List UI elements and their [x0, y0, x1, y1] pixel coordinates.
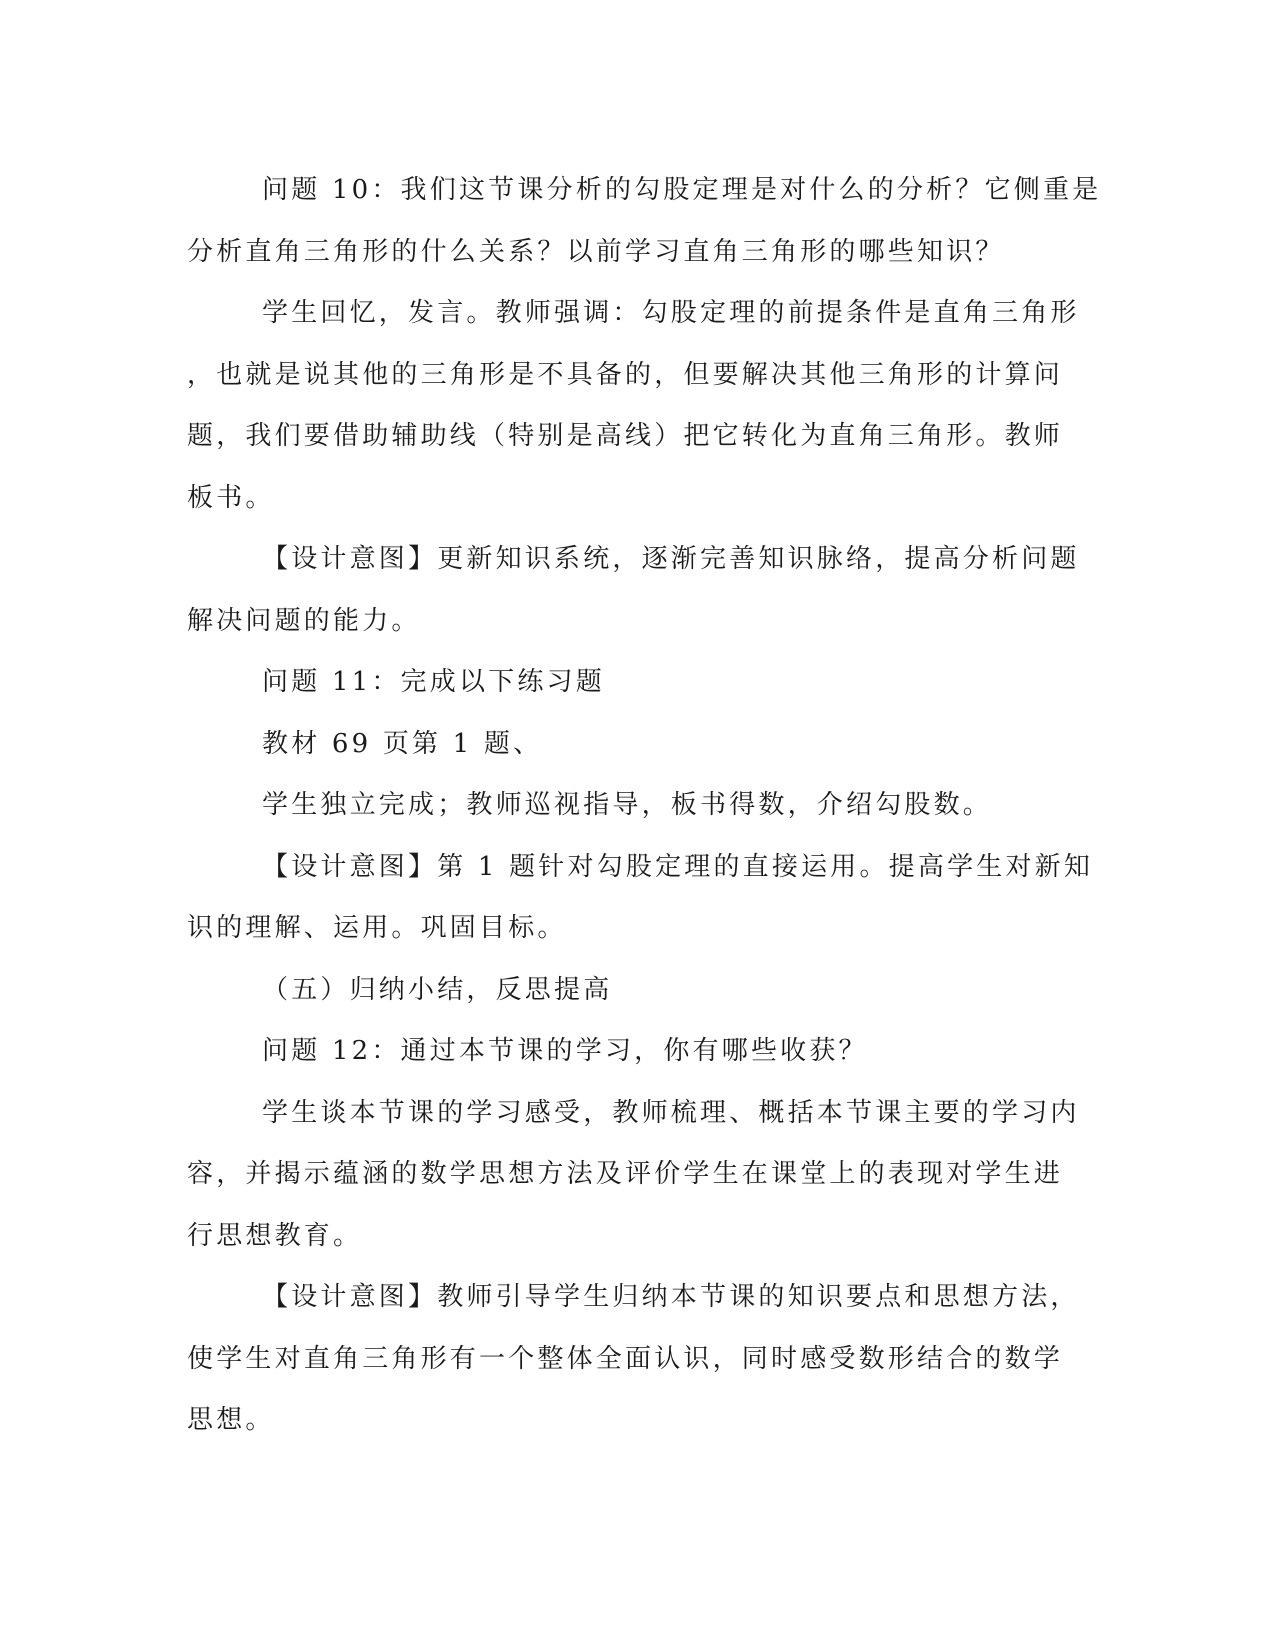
paragraph-design-intent-3 [187, 1267, 1080, 1452]
text-line: 问题 11：完成以下练习题 [262, 667, 605, 697]
text-line: 行思想教育。 [187, 1220, 363, 1251]
text-line: 学生独立完成；教师巡视指导，板书得数，介绍勾股数。 [262, 790, 993, 820]
text-line: 解决问题的能力。 [187, 605, 421, 636]
text-line: ，也就是说其他的三角形是不具备的，但要解决其他三角形的计算问 [187, 359, 1064, 390]
paragraph-textbook-reference [187, 714, 1077, 776]
text-line: 使学生对直角三角形有一个整体全面认识，同时感受数形结合的数学 [187, 1343, 1064, 1374]
text-line: 板书。 [187, 482, 275, 513]
paragraph-independent-work [187, 775, 1077, 837]
paragraph-question-12 [187, 1021, 1077, 1083]
text-line: 容，并揭示蕴涵的数学思想方法及评价学生在课堂上的表现对学生进 [187, 1159, 1064, 1189]
section-heading-summary [187, 960, 1077, 1022]
text-line: 问题 12：通过本节课的学习，你有哪些收获？ [262, 1036, 868, 1066]
text-line: 思想。 [187, 1405, 275, 1435]
text-line: 学生谈本节课的学习感受，教师梳理、概括本节课主要的学习内 [262, 1097, 1080, 1128]
paragraph-design-intent-1 [187, 529, 1080, 652]
paragraph-question-11 [187, 652, 1077, 714]
text-line: 【设计意图】教师引导学生归纳本节课的知识要点和思想方法， [262, 1282, 1080, 1312]
paragraph-question-10 [187, 160, 1102, 283]
text-line: 【设计意图】第 1 题针对勾股定理的直接运用。提高学生对新知 [262, 851, 1094, 882]
paragraph-student-recall [187, 283, 1080, 529]
text-line: 分析直角三角形的什么关系？以前学习直角三角形的哪些知识？ [187, 236, 1005, 267]
text-line: 题，我们要借助辅助线（特别是高线）把它转化为直角三角形。教师 [187, 421, 1064, 451]
text-line: 学生回忆，发言。教师强调：勾股定理的前提条件是直角三角形 [262, 298, 1080, 328]
paragraph-student-reflection [187, 1083, 1080, 1268]
text-line: 【设计意图】更新知识系统，逐渐完善知识脉络，提高分析问题 [262, 544, 1080, 574]
document-body [187, 160, 1102, 1452]
paragraph-design-intent-2 [187, 837, 1094, 960]
text-line: 识的理解、运用。巩固目标。 [187, 913, 567, 943]
text-line: 问题 10：我们这节课分析的勾股定理是对什么的分析？它侧重是 [262, 175, 1102, 205]
text-line: 教材 69 页第 1 题、 [262, 728, 543, 759]
text-line: （五）归纳小结，反思提高 [262, 974, 613, 1005]
